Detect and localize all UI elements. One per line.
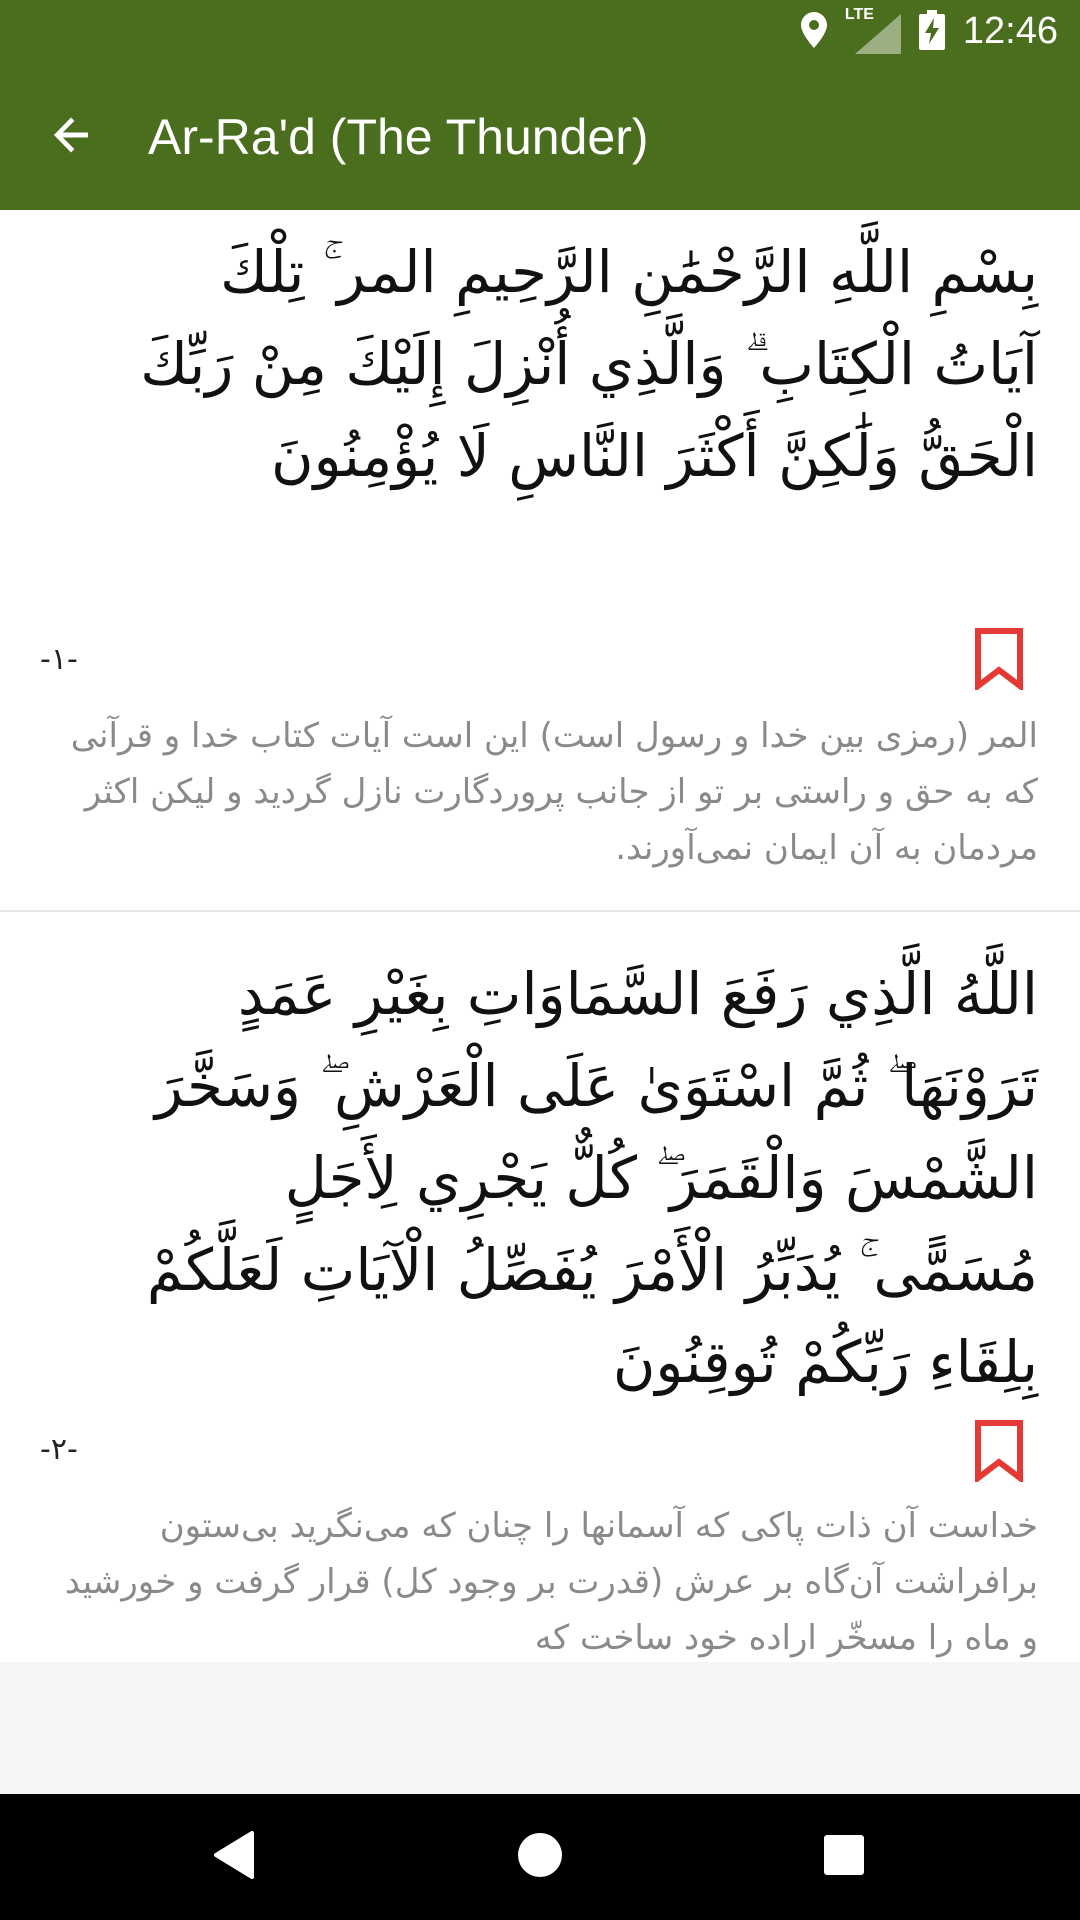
signal-icon (844, 5, 901, 54)
recents-square-icon (822, 1833, 866, 1881)
navigation-bar (0, 1794, 1080, 1920)
location-icon (801, 12, 827, 52)
nav-recents-button[interactable] (804, 1817, 884, 1897)
bookmark-icon (974, 675, 1024, 694)
verse-number: -١- (40, 642, 78, 677)
nav-home-button[interactable] (500, 1817, 580, 1897)
bookmark-icon (974, 1467, 1024, 1486)
page-title: Ar-Ra'd (The Thunder) (148, 108, 649, 165)
bookmark-button[interactable] (974, 628, 1024, 690)
status-bar (0, 0, 1080, 63)
network-type-label: LTE (844, 5, 874, 23)
home-circle-icon (515, 1830, 565, 1884)
app-bar (0, 63, 1080, 210)
verse-list[interactable] (0, 210, 1080, 1662)
verse-arabic-text: بِسْمِ اللَّهِ الرَّحْمَٰنِ الرَّحِيمِ المر ۚ تِلْكَ آيَاتُ الْكِتَابِ ۗ وَالَّذِي أُنْزِلَ إِلَيْكَ مِنْ رَبِّكَ الْحَقُّ وَلَٰكِنَّ أَكْثَرَ النَّاسِ لَا يُؤْمِنُونَ (140, 238, 1038, 490)
bookmark-button[interactable] (974, 1420, 1024, 1482)
back-triangle-icon (212, 1830, 256, 1884)
verse-arabic-text: اللَّهُ الَّذِي رَفَعَ السَّمَاوَاتِ بِغَيْرِ عَمَدٍ تَرَوْنَهَا ۖ ثُمَّ اسْتَوَىٰ عَلَى الْعَرْشِ ۖ وَسَخَّرَ الشَّمْسَ وَالْقَمَرَ ۖ كُلٌّ يَجْرِي لِأَجَلٍ مُسَمًّى ۚ يُدَبِّرُ الْأَمْرَ يُفَصِّلُ الْآيَاتِ لَعَلَّكُمْ بِلِقَاءِ رَبِّكُمْ تُوقِنُونَ (146, 960, 1038, 1396)
verse-translation: المر (رمزی بین خدا و رسول است) این است آیات کتاب خدا و قرآنی که به حق و راستی بر تو از جانب پروردگارت نازل گردید و لیکن اکثر مردمان به آن ایمان نمی‌آورند. (70, 716, 1038, 868)
status-icons (801, 0, 1058, 63)
back-button[interactable] (36, 101, 108, 173)
arrow-back-icon (48, 111, 96, 163)
status-time: 12:46 (962, 10, 1058, 52)
verse-number: -٢- (40, 1432, 78, 1467)
battery-charging-icon (919, 10, 945, 54)
nav-back-button[interactable] (194, 1817, 274, 1897)
verse-translation: خداست آن ذات پاکی که آسمانها را چنان که می‌نگرید بی‌ستون برافراشت آن‌گاه بر عرش (قدرت بر وجود کل) قرار گرفت و خورشید و ماه را مسخّر اراده خود ساخت که (64, 1506, 1038, 1658)
